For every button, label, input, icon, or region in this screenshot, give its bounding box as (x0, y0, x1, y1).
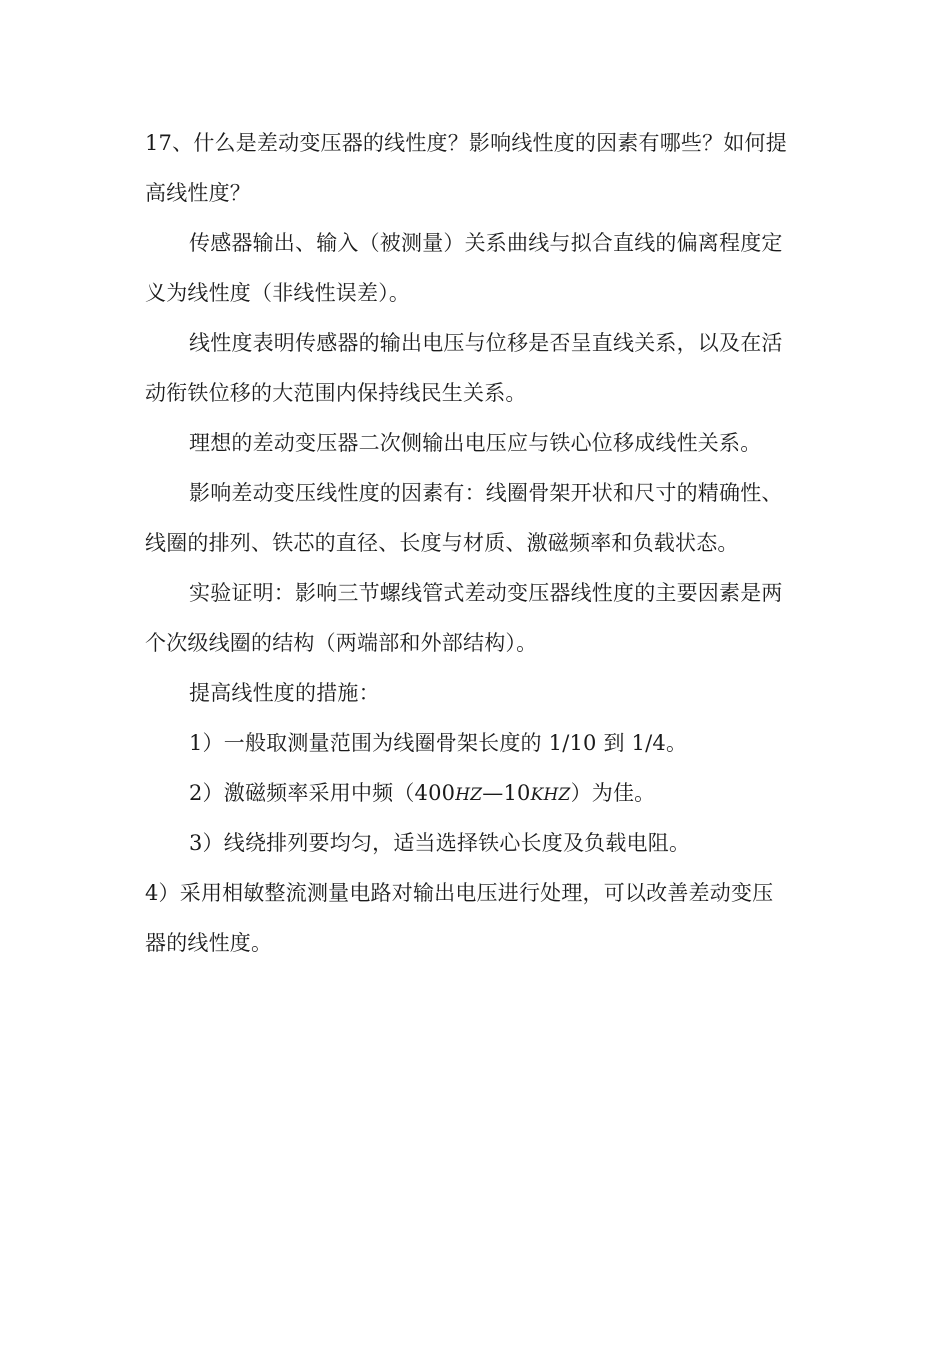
paragraph-3-line-1: 理想的差动变压器二次侧输出电压应与铁心位移成线性关系。 (189, 431, 762, 455)
measure-2-part-b: —10 (482, 781, 531, 805)
paragraph-5-line-2: 个次级线圈的结构（两端部和外部结构）。 (145, 631, 538, 655)
measure-4-line-2: 器的线性度。 (145, 931, 273, 955)
question-line-2: 高线性度？ (145, 181, 251, 205)
measure-2-part-a: 2）激磁频率采用中频（400 (189, 781, 456, 805)
paragraph-5-line-1: 实验证明：影响三节螺线管式差动变压器线性度的主要因素是两 (189, 581, 783, 605)
measure-2-unit-khz: KHZ (530, 785, 571, 805)
paragraph-2-line-2: 动衔铁位移的大范围内保持线民生关系。 (145, 381, 527, 405)
measure-2 (145, 768, 811, 818)
paragraph-2-line-1: 线性度表明传感器的输出电压与位移是否呈直线关系，以及在活 (189, 331, 783, 355)
paragraph-1-line-2: 义为线性度（非线性误差）。 (145, 281, 411, 305)
measure-4-line-1: 4）采用相敏整流测量电路对输出电压进行处理，可以改善差动变压 (145, 881, 774, 905)
paragraph-4-line-2: 线圈的排列、铁芯的直径、长度与材质、激磁频率和负载状态。 (145, 531, 739, 555)
paragraph-4-line-1: 影响差动变压线性度的因素有：线圈骨架开状和尺寸的精确性、 (189, 481, 783, 505)
measures-title: 提高线性度的措施： (189, 681, 380, 705)
measure-1: 1）一般取测量范围为线圈骨架长度的 1/10 到 1/4。 (189, 731, 688, 755)
document-body (145, 118, 811, 968)
measure-2-unit-hz: HZ (455, 785, 483, 805)
question-line-1: 17、什么是差动变压器的线性度？影响线性度的因素有哪些？如何提 (145, 131, 787, 155)
paragraph-1-line-1: 传感器输出、输入（被测量）关系曲线与拟合直线的偏离程度定 (189, 231, 783, 255)
measure-2-part-c: ）为佳。 (570, 781, 656, 805)
measure-3: 3）线绕排列要均匀，适当选择铁心长度及负载电阻。 (189, 831, 691, 855)
